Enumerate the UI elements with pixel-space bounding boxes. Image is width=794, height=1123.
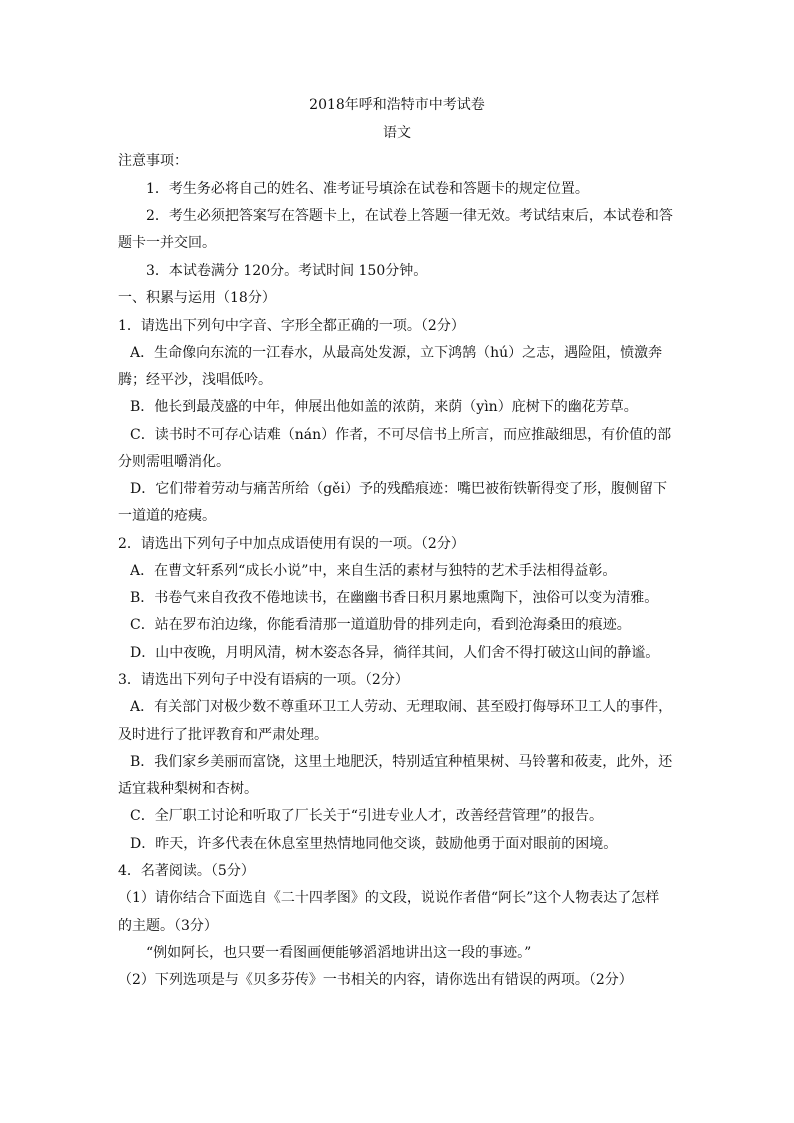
q1-option-c: C．读书时不可存心诘难（nán）作者，不可尽信书上所言，而应推敲细思，有价值的部: [130, 427, 672, 443]
q4-part-1-cont: 的主题。（3分）: [118, 918, 218, 934]
q4-quote: “例如阿长，也只要一看图画便能够滔滔地讲出这一段的事迹。”: [146, 945, 532, 961]
notice-item-1: 1．考生务必将自己的姓名、准考证号填涂在试卷和答题卡的规定位置。: [146, 181, 589, 197]
section-1-heading: 一、积累与运用（18分）: [118, 290, 276, 306]
q2-option-d: D．山中夜晚，月明风清，树木姿态各异，徜徉其间，人们舍不得打破这山间的静谧。: [130, 645, 660, 661]
q3-option-c: C．全厂职工讨论和听取了厂长关于“引进专业人才，改善经营管理”的报告。: [130, 808, 604, 824]
notice-item-3: 3．本试卷满分 120分。考试时间 150分钟。: [146, 263, 428, 279]
notice-heading: 注意事项：: [118, 153, 188, 169]
q3-stem: 3．请选出下列句子中没有语病的一项。（2分）: [118, 672, 409, 688]
subject-title: 语文: [383, 125, 411, 141]
q3-option-a-cont: 及时进行了批评教育和严肃处理。: [118, 727, 328, 743]
q1-option-c-cont: 分则需咀嚼消化。: [118, 454, 230, 470]
q1-option-d-cont: 一道道的疮痍。: [118, 508, 216, 524]
q1-stem: 1．请选出下列句中字音、字形全都正确的一项。（2分）: [118, 318, 465, 334]
q2-option-c: C．站在罗布泊边缘，你能看清那一道道肋骨的排列走向，看到沧海桑田的痕迹。: [130, 617, 631, 633]
q4-part-2: （2）下列选项是与《贝多芬传》一书相关的内容，请你选出有错误的两项。（2分）: [118, 972, 633, 988]
q1-option-a: A．生命像向东流的一江春水，从最高处发源，立下鸿鹄（hú）之志，遇险阻，愤激奔: [130, 345, 663, 361]
notice-item-2-cont: 题卡一并交回。: [118, 235, 216, 251]
q1-option-d: D．它们带着劳动与痛苦所给（gěi）予的残酷痕迹：嘴巴被衔铁靳得变了形，腹侧留下: [130, 481, 667, 497]
q3-option-b: B．我们家乡美丽而富饶，这里土地肥沃，特别适宜种植果树、马铃薯和莜麦，此外，还: [130, 754, 673, 770]
q1-option-b: B．他长到最茂盛的中年，伸展出他如盖的浓荫，来荫（yìn）庇树下的幽花芳草。: [130, 399, 638, 415]
q4-stem: 4．名著阅读。（5分）: [118, 863, 255, 879]
q2-option-a: A．在曹文轩系列“成长小说”中，来自生活的素材与独特的艺术手法相得益彰。: [130, 563, 617, 579]
q2-stem: 2．请选出下列句子中加点成语使用有误的一项。（2分）: [118, 536, 465, 552]
q1-option-a-cont: 腾；经平沙，浅唱低吟。: [118, 372, 272, 388]
exam-title: 2018年呼和浩特市中考试卷: [309, 97, 485, 113]
q3-option-b-cont: 适宜栽种梨树和杏树。: [118, 781, 258, 797]
notice-item-2: 2．考生必须把答案写在答题卡上，在试卷上答题一律无效。考试结束后，本试卷和答: [146, 208, 673, 224]
q3-option-d: D．昨天，许多代表在休息室里热情地同他交谈，鼓励他勇于面对眼前的困境。: [130, 836, 618, 852]
q4-part-1: （1）请你结合下面选自《二十四孝图》的文段，说说作者借“阿长”这个人物表达了怎样: [118, 890, 660, 906]
q3-option-a: A．有关部门对极少数不尊重环卫工人劳动、无理取闹、甚至殴打侮辱环卫工人的事件，: [130, 699, 673, 715]
q2-option-b: B．书卷气来自孜孜不倦地读书，在幽幽书香日积月累地熏陶下，浊俗可以变为清雅。: [130, 590, 659, 606]
